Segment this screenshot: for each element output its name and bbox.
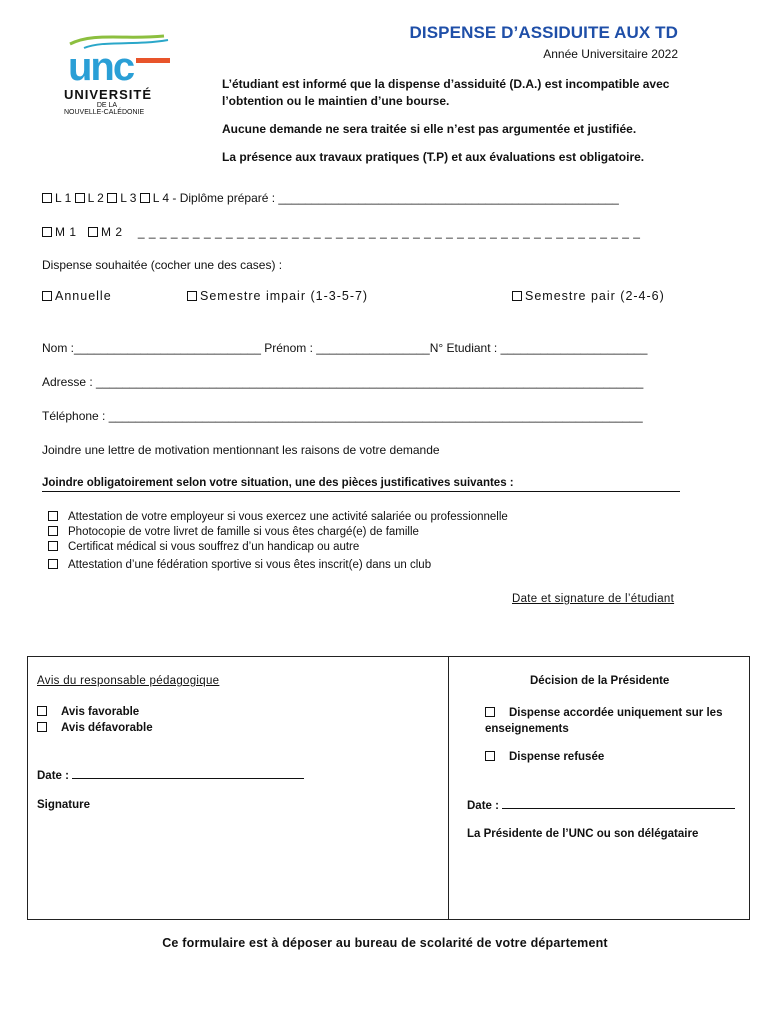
label-defavorable: Avis défavorable [61,722,153,734]
label-m1: M 1 [55,225,77,239]
piece-livret: Photocopie de votre livret de famille si vous êtes chargé(e) de famille [68,526,419,538]
piece-item [48,540,508,555]
option-semestre-pair[interactable] [512,289,665,303]
phone-row [42,409,643,423]
piece-employeur: Attestation de votre employeur si vous exercez une activité salariée ou professionnelle [68,511,508,523]
decision-divider [448,656,449,919]
note-bourse: L’étudiant est informé que la dispense d’assiduité (D.A.) est incompatible avec l’obtention ou le maintien d’une bourse. [222,77,670,108]
label-semestre-pair: Semestre pair (2-4-6) [525,289,665,303]
avis-favorable[interactable] [37,706,139,718]
piece-item [48,510,508,525]
avis-defavorable[interactable] [37,722,153,734]
pieces-list [48,510,508,573]
checkbox-federation[interactable] [48,559,58,569]
checkbox-favorable[interactable] [37,706,47,716]
piece-certificat: Certificat médical si vous souffrez d’un handicap ou autre [68,541,360,553]
dispense-accordee[interactable] [485,705,735,737]
checkbox-l4[interactable] [140,193,150,203]
address-row [42,375,643,389]
identity-row [42,341,647,355]
label-l4: L 4 [152,191,170,205]
piece-item [48,558,508,573]
unc-logo [64,30,174,120]
decision-box [27,656,750,920]
checkbox-certificat[interactable] [48,541,58,551]
diploma-field[interactable]: ___________________________________________________ [278,191,619,205]
nom-field[interactable]: ____________________________ [74,341,261,355]
logo-letters: unc [68,45,134,86]
president-label: La Présidente de l’UNC ou son délégataire [467,828,699,840]
checkbox-refusee[interactable] [485,751,495,761]
checkbox-livret[interactable] [48,526,58,536]
checkbox-semestre-pair[interactable] [512,291,522,301]
label-l2: L 2 [87,191,104,205]
logo-university: UNIVERSITÉ [64,87,153,102]
logo-place: NOUVELLE-CALÉDONIE [64,109,145,116]
checkbox-accordee[interactable] [485,707,495,717]
label-l3: L 3 [120,191,137,205]
label-annuelle: Annuelle [55,289,112,303]
right-date-row [467,797,735,812]
label-semestre-impair: Semestre impair (1-3-5-7) [200,289,369,303]
checkbox-semestre-impair[interactable] [187,291,197,301]
label-l1: L 1 [55,191,72,205]
adresse-label: Adresse : [42,375,93,389]
left-date-row [37,767,304,782]
student-signature-label: Date et signature de l’étudiant [512,593,675,605]
pieces-title: Joindre obligatoirement selon votre situation, une des pièces justificatives suivantes : [42,477,680,492]
left-date-label: Date : [37,770,69,782]
left-signature-label: Signature [37,799,91,811]
option-semestre-impair[interactable] [187,289,368,303]
diploma-label: - Diplôme préparé : [172,191,279,205]
label-favorable: Avis favorable [61,706,140,718]
checkbox-l3[interactable] [107,193,117,203]
telephone-field[interactable]: ________________________________________________________________________________ [108,409,643,423]
option-annuelle[interactable] [42,289,112,303]
piece-item [48,525,508,540]
note-justification: Aucune demande ne sera traitée si elle n’est pas argumentée et justifiée. [222,122,637,136]
label-accordee: Dispense accordée uniquement sur les enseignements [485,707,723,735]
document-title: DISPENSE D’ASSIDUITE AUX TD [409,23,678,42]
prenom-label: Prénom : [264,341,313,355]
nom-label: Nom : [42,341,75,355]
checkbox-l2[interactable] [75,193,85,203]
checkbox-l1[interactable] [42,193,52,203]
note-presence: La présence aux travaux pratiques (T.P) et aux évaluations est obligatoire. [222,150,645,164]
checkbox-m2[interactable] [88,227,98,237]
label-m2: M 2 [101,225,123,239]
logo-de-la: DE LA [96,102,118,109]
unc-logo-mark [64,30,174,86]
numero-field[interactable]: ______________________ [500,341,648,355]
numero-label: N° Etudiant : [429,341,498,355]
master-field[interactable]: _ _ _ _ _ _ _ _ _ _ _ _ _ _ _ _ _ _ _ _ _ _ _ _ _ _ _ _ _ _ _ _ _ _ _ _ _ _ _ _ _ _ _ _ _ _ [137,225,641,239]
left-date-field[interactable] [72,767,304,779]
prenom-field[interactable]: _________________ [316,341,430,355]
checkbox-employeur[interactable] [48,511,58,521]
master-levels [42,225,640,239]
left-panel-title: Avis du responsable pédagogique [37,675,220,687]
licence-levels [42,191,619,205]
adresse-field[interactable]: __________________________________________________________________________________ [96,375,644,389]
dispense-refusee[interactable] [485,751,604,763]
intro-notes [222,76,692,166]
motivation-instruction: Joindre une lettre de motivation mentionnant les raisons de votre demande [42,443,440,457]
footer-instruction: Ce formulaire est à déposer au bureau de scolarité de votre département [162,936,608,950]
label-refusee: Dispense refusée [509,751,605,763]
academic-year: Année Universitaire 2022 [543,47,678,61]
checkbox-m1[interactable] [42,227,52,237]
right-date-field[interactable] [502,797,735,809]
checkbox-defavorable[interactable] [37,722,47,732]
telephone-label: Téléphone : [42,409,106,423]
right-panel-title: Décision de la Présidente [530,675,670,687]
right-date-label: Date : [467,800,499,812]
checkbox-annuelle[interactable] [42,291,52,301]
piece-federation: Attestation d’une fédération sportive si vous êtes inscrit(e) dans un club [68,559,432,571]
dispense-prompt: Dispense souhaitée (cocher une des cases) : [42,258,283,272]
